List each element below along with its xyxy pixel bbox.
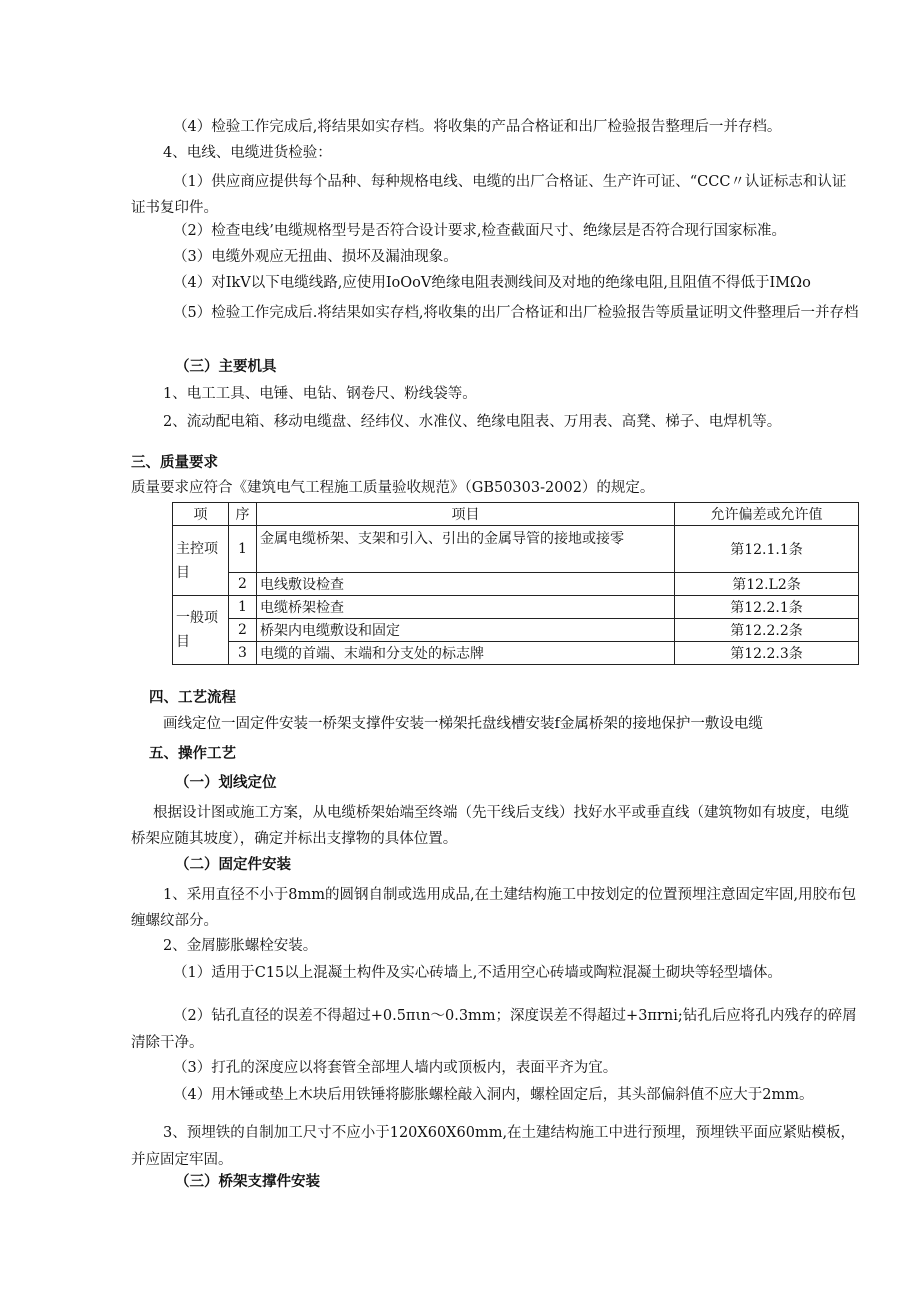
heading-operation-process: 五、操作工艺 bbox=[149, 746, 236, 762]
table-cell-item: 桥架内电缆敷设和固定 bbox=[257, 619, 675, 642]
paragraph-tools-1: 1、电工工具、电锤、电钻、钢卷尺、粉线袋等。 bbox=[163, 386, 477, 402]
paragraph-supplier-certificates: （1）供应商应提供每个品种、每种规格电线、电缆的出厂合格证、生产许可证、“CCC〃认证标志和认证证书复印件。 bbox=[131, 174, 847, 216]
table-cell-seq: 3 bbox=[229, 642, 257, 665]
heading-main-tools: （三）主要机具 bbox=[175, 359, 277, 375]
table-row bbox=[173, 619, 859, 642]
heading-fixture-installation: （二）固定件安装 bbox=[175, 857, 291, 873]
paragraph-inspection-archive: （4）检验工作完成后,将结果如实存档。将收集的产品合格证和出厂检验报告整理后一并存档。 bbox=[173, 119, 782, 135]
paragraph-cable-appearance: （3）电缆外观应无扭曲、损坏及漏油现象。 bbox=[173, 249, 458, 265]
paragraph-archive-documents: （5）检验工作完成后.将结果如实存档,将收集的出厂合格证和出厂检验报告等质量证明文件整理后一并存档 bbox=[173, 305, 859, 321]
table-group-general: 一般项目 bbox=[173, 596, 229, 665]
table-cell-value: 第12.2.3条 bbox=[675, 642, 859, 665]
table-header-category: 项 bbox=[173, 503, 229, 526]
table-header-seq: 序 bbox=[229, 503, 257, 526]
paragraph-fixture-2: 2、金屑膨胀螺栓安装。 bbox=[163, 938, 318, 954]
paragraph-insulation-resistance: （4）对IkV以下电缆线路,应使用IoOoV绝缘电阻表测线间及对地的绝缘电阻,且阻值不得低于IMΩo bbox=[173, 275, 811, 291]
table-cell-value: 第12.L2条 bbox=[675, 573, 859, 596]
table-cell-value: 第12.2.2条 bbox=[675, 619, 859, 642]
paragraph-quality-standard: 质量要求应符合《建筑电气工程施工质量验收规范》（GB50303-2002）的规定。 bbox=[131, 480, 655, 496]
paragraph-check-specs: （2）检查电线’电缆规格型号是否符合设计要求,检查截面尺寸、绝缘层是否符合现行国家标准。 bbox=[173, 223, 786, 239]
table-cell-seq: 1 bbox=[229, 596, 257, 619]
paragraph-fixture-2-3: （3）打孔的深度应以将套管全部埋人墙内或顶板内，表面平齐为宜。 bbox=[173, 1060, 618, 1076]
paragraph-tools-2: 2、流动配电箱、移动电缆盘、经纬仪、水准仪、绝缘电阻表、万用表、高凳、梯子、电焊机等。 bbox=[163, 414, 782, 430]
table-row bbox=[173, 573, 859, 596]
paragraph-fixture-3: 3、预埋铁的自制加工尺寸不应小于120X60X60mm,在土建结构施工中进行预埋，预埋铁平面应紧贴模板，并应固定牢固。 bbox=[131, 1125, 856, 1168]
table-cell-seq: 2 bbox=[229, 619, 257, 642]
paragraph-line-positioning: 根据设计图或施工方案，从电缆桥架始端至终端（先干线后支线）找好水平或垂直线（建筑物如有坡度，电缆桥架应随其坡度），确定并标出支撑物的具体位置。 bbox=[131, 805, 849, 847]
table-cell-seq: 2 bbox=[229, 573, 257, 596]
table-cell-item: 电缆桥架检查 bbox=[257, 596, 675, 619]
heading-process-flow: 四、工艺流程 bbox=[149, 690, 236, 706]
table-row bbox=[173, 642, 859, 665]
heading-line-positioning: （一）划线定位 bbox=[175, 775, 277, 791]
table-header-allowance: 允许偏差或允许值 bbox=[675, 503, 859, 526]
paragraph-fixture-2-4: （4）用木锤或垫上木块后用铁锤将膨胀螺栓敲入洞内，螺栓固定后，其头部偏斜值不应大于2mm。 bbox=[173, 1087, 814, 1103]
paragraph-fixture-1: 1、采用直径不小于8mm的圆钢自制或选用成品,在土建结构施工中按划定的位置预埋注意固定牢固,用胶布包缠螺纹部分。 bbox=[131, 887, 857, 929]
table-row bbox=[173, 526, 859, 573]
paragraph-cable-inspection-heading: 4、电线、电缆进货检验： bbox=[163, 145, 332, 161]
quality-table bbox=[172, 502, 859, 665]
heading-bridge-support-installation: （三）桥架支撑件安装 bbox=[175, 1174, 320, 1190]
table-cell-item: 电缆的首端、末端和分支处的标志牌 bbox=[257, 642, 675, 665]
table-cell-value: 第12.1.1条 bbox=[675, 526, 859, 573]
table-group-main-control: 主控项目 bbox=[173, 526, 229, 596]
table-cell-item: 电线敷设检查 bbox=[257, 573, 675, 596]
table-header-item: 项目 bbox=[257, 503, 675, 526]
table-cell-item: 金属电缆桥架、支架和引入、引出的金属导管的接地或接零 bbox=[257, 526, 675, 573]
table-cell-seq: 1 bbox=[229, 526, 257, 573]
paragraph-process-flow: 画线定位一固定件安装一桥架支撑件安装一梯架托盘线槽安装f金属桥架的接地保护一敷设电缆 bbox=[163, 716, 763, 732]
paragraph-fixture-2-1: （1）适用于C15以上混凝土构件及实心砖墙上,不适用空心砖墙或陶粒混凝土砌块等轻型墙体。 bbox=[173, 965, 782, 981]
table-row bbox=[173, 596, 859, 619]
heading-quality-requirements: 三、质量要求 bbox=[131, 455, 218, 471]
table-header-row bbox=[173, 503, 859, 526]
table-cell-value: 第12.2.1条 bbox=[675, 596, 859, 619]
paragraph-fixture-2-2: （2）钻孔直径的误差不得超过+0.5πιn～0.3mm；深度误差不得超过+3πrni;钻孔后应将孔内残存的碎屑清除干净。 bbox=[131, 1008, 857, 1051]
